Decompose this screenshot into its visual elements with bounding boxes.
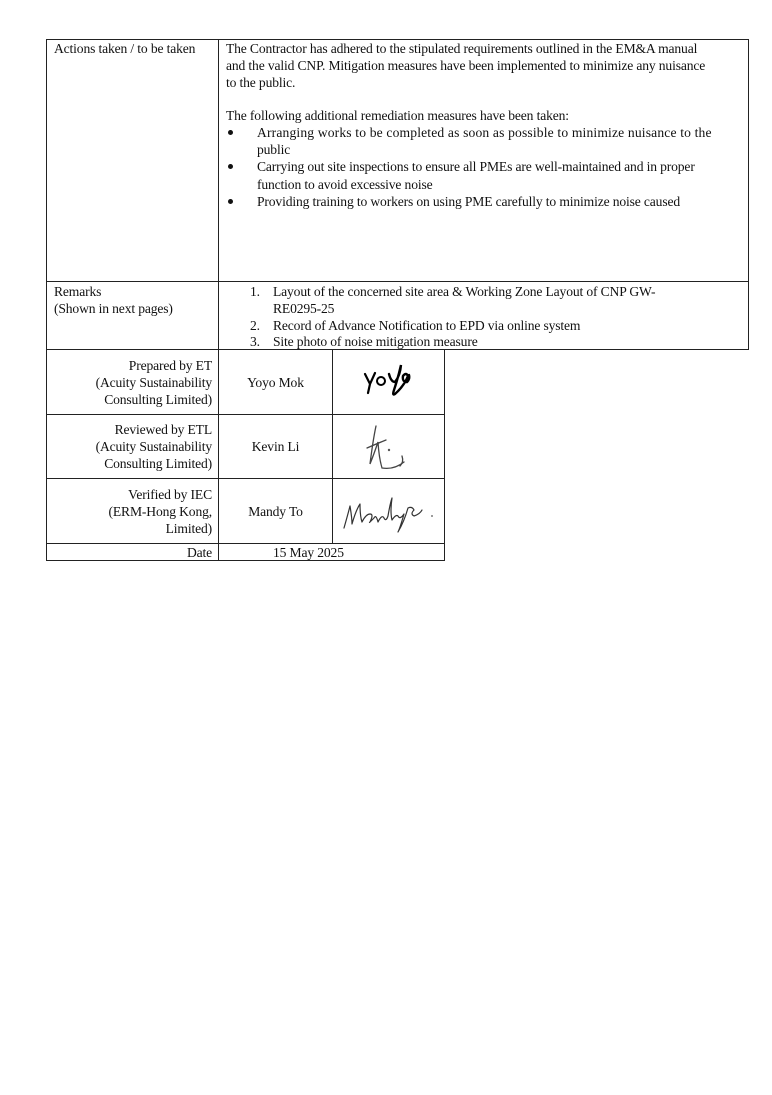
role-organization: Consulting Limited) xyxy=(104,392,212,407)
signatory-name: Kevin Li xyxy=(251,439,300,454)
signatory-name: Yoyo Mok xyxy=(247,375,304,390)
item-number: 2. xyxy=(250,318,260,333)
role-organization: (ERM-Hong Kong, xyxy=(108,504,212,519)
role-label: Verified by IEC xyxy=(128,487,212,502)
remarks-label: Remarks xyxy=(54,284,102,299)
role-organization: (Acuity Sustainability xyxy=(95,439,212,454)
row-divider xyxy=(46,414,445,415)
column-divider xyxy=(332,349,333,543)
item-number: 1. xyxy=(250,284,260,299)
role-organization: Consulting Limited) xyxy=(104,456,212,471)
signatory-name: Mandy To xyxy=(248,504,303,519)
date-value: 15 May 2025 xyxy=(273,545,344,560)
row-divider xyxy=(46,281,749,282)
role-label: Prepared by ET xyxy=(128,358,212,373)
signature-image xyxy=(364,418,416,474)
actions-paragraph-line: The Contractor has adhered to the stipulated requirements outlined in the EM&A manual xyxy=(226,41,698,56)
bullet-icon xyxy=(228,164,233,169)
remarks-sublabel: (Shown in next pages) xyxy=(54,301,173,316)
role-organization: (Acuity Sustainability xyxy=(95,375,212,390)
bullet-icon xyxy=(228,130,233,135)
item-number: 3. xyxy=(250,334,260,349)
column-divider xyxy=(218,39,219,561)
signature-image xyxy=(362,360,418,400)
actions-paragraph-line: to the public. xyxy=(226,75,296,90)
role-organization: Limited) xyxy=(165,521,212,536)
actions-paragraph-line: and the valid CNP. Mitigation measures have been implemented to minimize any nuisance xyxy=(226,58,706,73)
remediation-intro: The following additional remediation measures have been taken: xyxy=(226,108,569,123)
actions-label: Actions taken / to be taken xyxy=(54,41,196,56)
role-label: Reviewed by ETL xyxy=(114,422,212,437)
table-border-right xyxy=(748,39,749,350)
date-label: Date xyxy=(186,545,212,560)
bullet-icon xyxy=(228,199,233,204)
signature-image xyxy=(340,492,440,534)
row-divider xyxy=(46,478,445,479)
table-border-right xyxy=(444,349,445,561)
table-border-left xyxy=(46,39,47,561)
